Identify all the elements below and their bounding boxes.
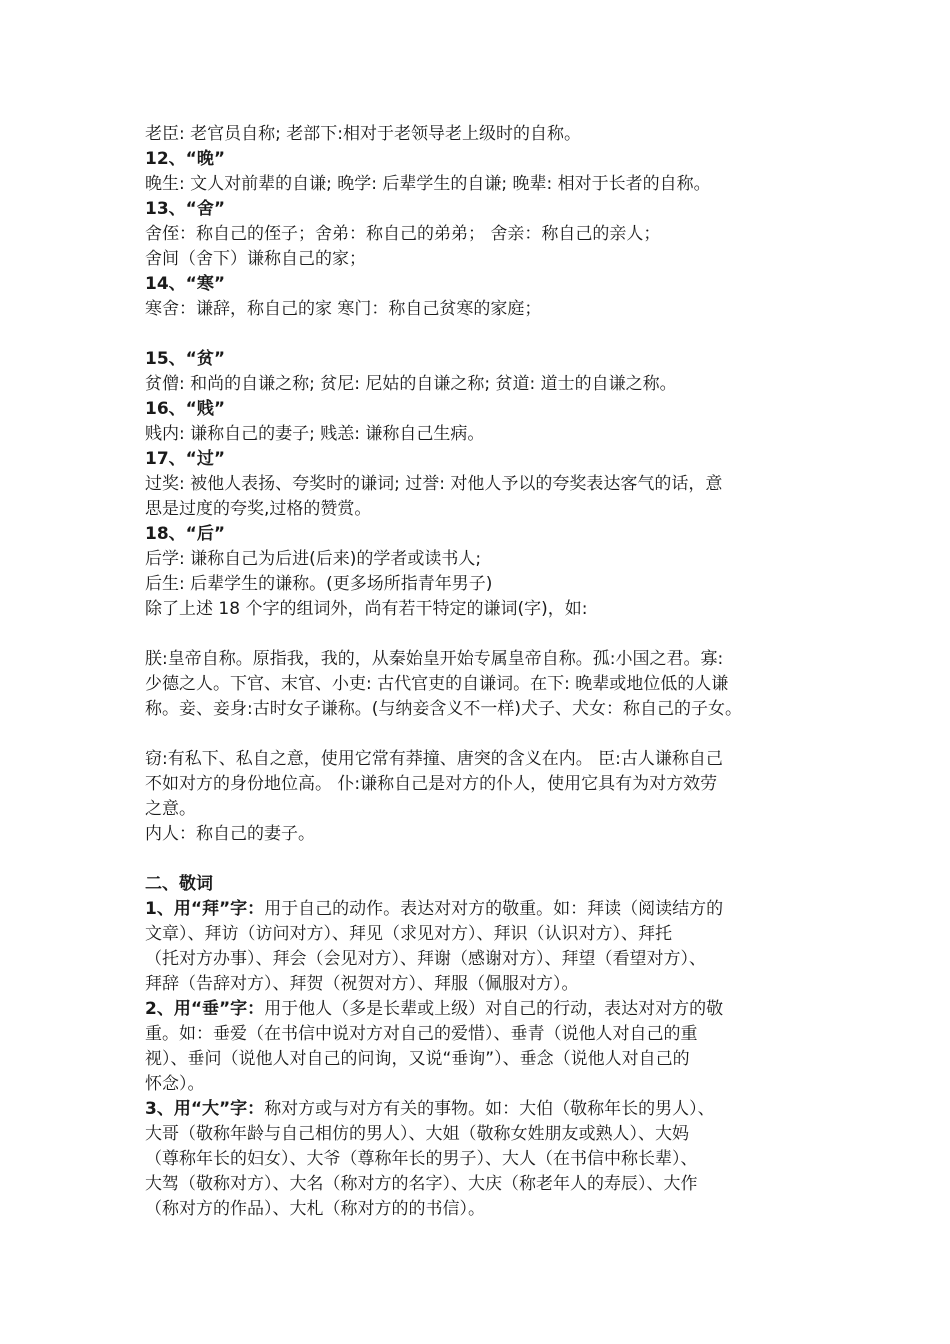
line-text: 窃:有私下、私自之意，使用它常有莽撞、唐突的含义在内。 臣:古人谦称自己 [145,749,723,769]
blank-line [145,722,815,747]
text-line [145,897,815,922]
line-text: 大驾（敬称对方）、大名（称对方的名字）、大庆（称老年人的寿辰）、大作 [145,1174,698,1194]
section-heading: 18、“后” [145,524,226,544]
line-text: 用于他人（多是长辈或上级）对自己的行动，表达对对方的敬 [264,999,724,1019]
line-text: 拜辞（告辞对方）、拜贺（祝贺对方）、拜服（佩服对方）。 [145,974,579,994]
text-line [145,372,815,397]
text-line [145,222,815,247]
text-line [145,1072,815,1097]
text-line [145,922,815,947]
blank-line [145,622,815,647]
line-text: （托对方办事）、拜会（会见对方）、拜谢（感谢对方）、拜望（看望对方）、 [145,949,706,969]
text-line [145,672,815,697]
line-text: 称。妾、妾身:古时女子谦称。(与纳妾含义不一样)犬子、犬女：称自己的子女。 [145,699,742,719]
line-text: （尊称年长的妇女）、大爷（尊称年长的男子）、大人（在书信中称长辈）、 [145,1149,698,1169]
text-line [145,647,815,672]
line-text: 朕:皇帝自称。原指我，我的，从秦始皇开始专属皇帝自称。孤:小国之君。寡: [145,649,724,669]
line-text: 用于自己的动作。表达对对方的敬重。如：拜读（阅读结方的 [264,899,724,919]
text-line [145,597,815,622]
text-line [145,1122,815,1147]
section-heading: 17、“过” [145,449,226,469]
text-line [145,747,815,772]
line-text: 寒舍：谦辞，称自己的家 寒门：称自己贫寒的家庭； [145,299,542,319]
text-line [145,972,815,997]
section-heading: 16、“贱” [145,399,226,419]
section-heading: 13、“舍” [145,199,226,219]
text-line [145,772,815,797]
text-line [145,122,815,147]
line-text: 舍侄：称自己的侄子；舍弟：称自己的弟弟； 舍亲：称自己的亲人； [145,224,661,244]
line-text: 大哥（敬称年龄与自己相仿的男人）、大姐（敬称女姓朋友或熟人）、大妈 [145,1124,689,1144]
text-line [145,822,815,847]
text-line [145,1047,815,1072]
line-text: 晚生: 文人对前辈的自谦; 晚学: 后辈学生的自谦; 晚辈: 相对于长者的自称。 [145,174,711,194]
line-text: 过奖: 被他人表扬、夸奖时的谦词; 过誉: 对他人予以的夸奖表达客气的话，意 [145,474,723,494]
text-line [145,547,815,572]
text-line [145,172,815,197]
text-line [145,1147,815,1172]
line-text: 重。如：垂爱（在书信中说对方对自己的爱惜）、垂青（说他人对自己的重 [145,1024,698,1044]
section-heading: 12、“晚” [145,149,226,169]
text-line [145,1172,815,1197]
item-lead: 1、用“拜”字： [145,899,265,919]
blank-line [145,322,815,347]
text-line [145,572,815,597]
line-text: 思是过度的夸奖,过格的赞赏。 [145,499,372,519]
text-line [145,1097,815,1122]
line-text: （称对方的作品）、大札（称对方的的书信）。 [145,1199,485,1219]
line-text: 少德之人。下官、末官、小吏: 古代官吏的自谦词。在下: 晚辈或地位低的人谦 [145,674,729,694]
line-text: 贱内: 谦称自己的妻子; 贱恙: 谦称自己生病。 [145,424,485,444]
text-line [145,422,815,447]
line-text: 除了上述 18 个字的组词外，尚有若干特定的谦词(字)，如: [145,599,588,619]
text-line [145,997,815,1022]
text-line [145,497,815,522]
text-line [145,1197,815,1222]
text-line [145,472,815,497]
line-text: 老臣: 老官员自称; 老部下:相对于老领导老上级时的自称。 [145,124,581,144]
section-heading: 14、“寒” [145,274,226,294]
text-line [145,247,815,272]
line-text: 后学: 谦称自己为后进(后来)的学者或读书人; [145,549,482,569]
section-heading: 二、敬词 [145,874,213,894]
line-text: 舍间（舍下）谦称自己的家； [145,249,366,269]
line-text: 怀念）。 [145,1074,205,1094]
line-text: 文章）、拜访（访问对方）、拜见（求见对方）、拜识（认识对方）、拜托 [145,924,672,944]
item-lead: 3、用“大”字： [145,1099,265,1119]
line-text: 视）、垂问（说他人对自己的问询，又说“垂询”）、垂念（说他人对自己的 [145,1049,690,1069]
line-text: 不如对方的身份地位高。 仆:谦称自己是对方的仆人，使用它具有为对方效劳 [145,774,718,794]
line-text: 内人：称自己的妻子。 [145,824,315,844]
item-lead: 2、用“垂”字： [145,999,265,1019]
document-body [145,122,815,1222]
blank-line [145,847,815,872]
text-line [145,1022,815,1047]
text-line [145,697,815,722]
line-text: 贫僧: 和尚的自谦之称; 贫尼: 尼姑的自谦之称; 贫道: 道士的自谦之称。 [145,374,677,394]
line-text: 后生: 后辈学生的谦称。(更多场所指青年男子) [145,574,493,594]
text-line [145,947,815,972]
line-text: 称对方或与对方有关的事物。如：大伯（敬称年长的男人）、 [264,1099,715,1119]
line-text: 之意。 [145,799,196,819]
text-line [145,797,815,822]
section-heading: 15、“贫” [145,349,226,369]
text-line [145,297,815,322]
